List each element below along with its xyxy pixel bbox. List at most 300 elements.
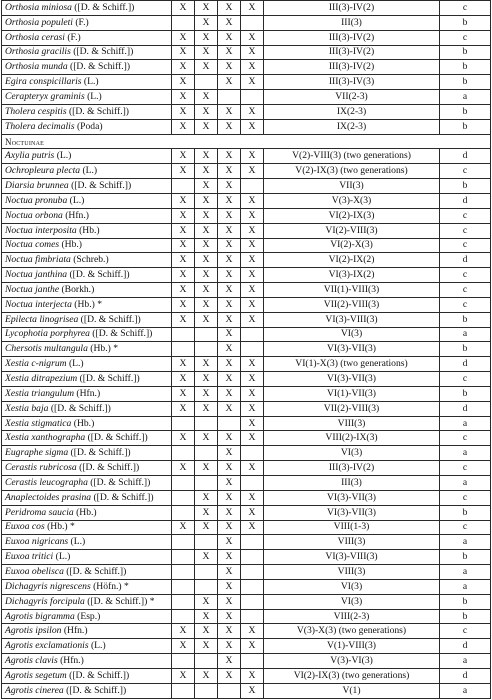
presence-cell-2: X	[195, 594, 218, 609]
table-row	[2, 193, 491, 208]
presence-cell-3: X	[218, 238, 241, 253]
species-name: Lycophotia porphyrea	[5, 328, 90, 340]
presence-cell-4	[241, 535, 264, 550]
flight-period-cell: VI(2)-IX(3)	[264, 208, 440, 223]
species-author: ([D. & Schiff.])	[91, 491, 154, 503]
flight-period-cell: III(3)-IV(2)	[264, 461, 440, 476]
presence-cell-4: X	[241, 283, 264, 298]
presence-cell-3: X	[218, 639, 241, 654]
species-name: Xestia stigmatica	[5, 417, 72, 429]
abundance-cell: c	[440, 372, 491, 387]
species-author: ([D. & Schiff.])	[85, 432, 148, 444]
presence-cell-3: X	[218, 535, 241, 550]
flight-period-cell: V(2)-IX(3) (two generations)	[264, 164, 440, 179]
flight-period-cell: V(3)-X(3) (two generations)	[264, 624, 440, 639]
species-name: Xestia triangulum	[5, 387, 75, 399]
species-name: Dichagyris nigrescens	[5, 580, 91, 592]
presence-cell-2: X	[195, 119, 218, 134]
presence-cell-2: X	[195, 60, 218, 75]
presence-cell-1	[172, 609, 195, 624]
presence-cell-1: X	[172, 372, 195, 387]
species-cell	[2, 253, 172, 268]
presence-cell-4: X	[241, 253, 264, 268]
presence-cell-2: X	[195, 490, 218, 505]
presence-cell-3: X	[218, 431, 241, 446]
species-author: (L.)	[67, 194, 85, 206]
presence-cell-3: X	[218, 505, 241, 520]
presence-cell-2: X	[195, 401, 218, 416]
presence-cell-2: X	[195, 193, 218, 208]
presence-cell-3: X	[218, 594, 241, 609]
presence-cell-3: X	[218, 550, 241, 565]
species-author: (Poda)	[74, 120, 103, 132]
species-cell	[2, 639, 172, 654]
presence-cell-3	[218, 416, 241, 431]
presence-cell-2: X	[195, 431, 218, 446]
abundance-cell: b	[440, 386, 491, 401]
presence-cell-3: X	[218, 283, 241, 298]
species-cell	[2, 386, 172, 401]
species-cell	[2, 476, 172, 491]
presence-cell-2	[195, 476, 218, 491]
flight-period-cell: VI(3)-VIII(3)	[264, 550, 440, 565]
section-heading: Noctuinae	[2, 134, 491, 149]
species-name: Epilecta linogrisea	[5, 313, 79, 325]
table-row	[2, 431, 491, 446]
flight-period-cell: III(3)-IV(2)	[264, 60, 440, 75]
species-author: (Hfn.)	[62, 209, 89, 221]
flight-period-cell: III(3)-IV(2)	[264, 1, 440, 16]
table-row	[2, 446, 491, 461]
species-author: (Hb.) *	[44, 521, 75, 533]
species-name: Agrotis exclamationis	[5, 640, 89, 652]
species-cell	[2, 520, 172, 535]
presence-cell-4: X	[241, 490, 264, 505]
presence-cell-2: X	[195, 1, 218, 16]
species-cell	[2, 119, 172, 134]
species-cell	[2, 223, 172, 238]
presence-cell-4	[241, 579, 264, 594]
table-row	[2, 1, 491, 16]
species-name: Xestia ditrapezium	[5, 373, 78, 385]
species-author: (L.)	[68, 536, 86, 548]
abundance-cell: a	[440, 416, 491, 431]
species-author: ([D. & Schiff.])	[67, 61, 131, 73]
abundance-cell: a	[440, 327, 491, 342]
species-author: (Hb.)	[73, 506, 97, 518]
species-author: (L.)	[88, 640, 106, 652]
table-row	[2, 45, 491, 60]
presence-cell-4: X	[241, 238, 264, 253]
flight-period-cell: VII(2)-VIII(3)	[264, 297, 440, 312]
flight-period-cell: VI(2)-IX(2)	[264, 253, 440, 268]
presence-cell-2: X	[195, 357, 218, 372]
abundance-cell: c	[440, 283, 491, 298]
abundance-cell: b	[440, 342, 491, 357]
table-body	[2, 1, 491, 699]
species-name: Diarsia brunnea	[5, 180, 69, 192]
presence-cell-2	[195, 654, 218, 669]
flight-period-cell: III(3)	[264, 476, 440, 491]
species-name: Dichagyris forcipula	[5, 595, 85, 607]
presence-cell-2	[195, 327, 218, 342]
table-row	[2, 372, 491, 387]
presence-cell-3: X	[218, 253, 241, 268]
flight-period-cell: III(3)-IV(2)	[264, 30, 440, 45]
species-name: Chersotis multangula	[5, 343, 88, 355]
species-name: Agrotis ipsilon	[5, 625, 62, 637]
presence-cell-2: X	[195, 104, 218, 119]
species-name: Noctua interposita	[5, 224, 77, 236]
abundance-cell: b	[440, 609, 491, 624]
abundance-cell: b	[440, 312, 491, 327]
species-cell	[2, 461, 172, 476]
presence-cell-1: X	[172, 639, 195, 654]
presence-cell-1	[172, 535, 195, 550]
presence-cell-3: X	[218, 327, 241, 342]
table-row	[2, 90, 491, 105]
table-row	[2, 461, 491, 476]
presence-cell-4: X	[241, 461, 264, 476]
abundance-cell: c	[440, 268, 491, 283]
presence-cell-2	[195, 535, 218, 550]
presence-cell-1: X	[172, 357, 195, 372]
presence-cell-2: X	[195, 520, 218, 535]
presence-cell-2: X	[195, 30, 218, 45]
table-row	[2, 401, 491, 416]
table-row	[2, 149, 491, 164]
presence-cell-4: X	[241, 164, 264, 179]
species-name: Xestia c-nigrum	[5, 358, 67, 370]
table-row	[2, 327, 491, 342]
abundance-cell: b	[440, 45, 491, 60]
species-author: ([D. & Schiff.])	[63, 565, 127, 577]
species-author: ([D. & Schiff.])	[78, 313, 141, 325]
table-row	[2, 683, 491, 698]
presence-cell-1: X	[172, 253, 195, 268]
presence-cell-2: X	[195, 639, 218, 654]
presence-cell-3: X	[218, 401, 241, 416]
species-name: Euxoa obelisca	[5, 565, 64, 577]
presence-cell-3: X	[218, 223, 241, 238]
presence-cell-3: X	[218, 668, 241, 683]
species-cell	[2, 490, 172, 505]
species-cell	[2, 565, 172, 580]
flight-period-cell: VI(2)-IX(3) (two generations)	[264, 668, 440, 683]
abundance-cell: c	[440, 238, 491, 253]
species-author: ([D. & Schiff.])	[48, 402, 111, 414]
species-name: Axylia putris	[5, 150, 55, 162]
abundance-cell: a	[440, 90, 491, 105]
species-name: Orthosia populeti	[5, 16, 73, 28]
presence-cell-4: X	[241, 505, 264, 520]
presence-cell-3	[218, 683, 241, 698]
presence-cell-4: X	[241, 520, 264, 535]
species-name: Noctua janthina	[5, 269, 68, 281]
flight-period-cell: VI(3)	[264, 594, 440, 609]
presence-cell-3: X	[218, 609, 241, 624]
species-name: Orthosia cerasi	[5, 31, 65, 43]
presence-cell-2: X	[195, 179, 218, 194]
species-author: ([D. & Schiff.])	[68, 447, 131, 459]
presence-cell-2: X	[195, 223, 218, 238]
species-name: Orthosia miniosa	[5, 1, 72, 13]
species-cell	[2, 104, 172, 119]
table-row	[2, 609, 491, 624]
flight-period-cell: IX(2-3)	[264, 119, 440, 134]
table-row	[2, 15, 491, 30]
species-name: Cerapteryx graminis	[5, 90, 85, 102]
species-cell	[2, 283, 172, 298]
presence-cell-3: X	[218, 193, 241, 208]
presence-cell-1	[172, 505, 195, 520]
presence-cell-1: X	[172, 164, 195, 179]
presence-cell-3: X	[218, 1, 241, 16]
species-author: ([D. & Schiff.])	[87, 476, 151, 488]
species-author: (Hb.)	[59, 239, 83, 251]
species-cell	[2, 683, 172, 698]
presence-cell-2	[195, 565, 218, 580]
presence-cell-1: X	[172, 401, 195, 416]
flight-period-cell: III(3)	[264, 15, 440, 30]
species-author: ([D. & Schiff.])	[66, 669, 130, 681]
abundance-cell: d	[440, 357, 491, 372]
species-cell	[2, 297, 172, 312]
presence-cell-3: X	[218, 357, 241, 372]
presence-cell-4: X	[241, 149, 264, 164]
abundance-cell: c	[440, 1, 491, 16]
species-author: (L.)	[53, 551, 71, 563]
species-name: Cerastis rubricosa	[5, 462, 77, 474]
presence-cell-3: X	[218, 372, 241, 387]
abundance-cell: d	[440, 401, 491, 416]
abundance-cell: c	[440, 164, 491, 179]
species-name: Eugraphe sigma	[5, 447, 69, 459]
presence-cell-2: X	[195, 164, 218, 179]
presence-cell-2: X	[195, 45, 218, 60]
presence-cell-2: X	[195, 268, 218, 283]
species-table	[1, 0, 491, 699]
presence-cell-1	[172, 342, 195, 357]
flight-period-cell: V(3)-VI(3)	[264, 654, 440, 669]
presence-cell-4: X	[241, 372, 264, 387]
species-name: Tholera cespitis	[5, 105, 67, 117]
table-row	[2, 624, 491, 639]
presence-cell-1: X	[172, 45, 195, 60]
presence-cell-1: X	[172, 520, 195, 535]
table-row	[2, 565, 491, 580]
table-row	[2, 283, 491, 298]
species-name: Noctua interjecta	[5, 298, 72, 310]
presence-cell-1: X	[172, 104, 195, 119]
presence-cell-1: X	[172, 90, 195, 105]
table-row	[2, 594, 491, 609]
species-cell	[2, 15, 172, 30]
species-author: ([D. & Schiff.])	[71, 1, 135, 13]
species-author: (L.)	[81, 76, 99, 88]
table-row	[2, 30, 491, 45]
presence-cell-1: X	[172, 60, 195, 75]
presence-cell-4: X	[241, 416, 264, 431]
presence-cell-3: X	[218, 624, 241, 639]
species-cell	[2, 208, 172, 223]
flight-period-cell: VI(2)-VIII(3)	[264, 223, 440, 238]
species-name: Orthosia gracilis	[5, 46, 71, 58]
presence-cell-1	[172, 579, 195, 594]
flight-period-cell: VII(3)	[264, 179, 440, 194]
species-cell	[2, 594, 172, 609]
flight-period-cell: VI(3)	[264, 327, 440, 342]
abundance-cell: b	[440, 550, 491, 565]
presence-cell-2: X	[195, 90, 218, 105]
presence-cell-2: X	[195, 624, 218, 639]
presence-cell-3: X	[218, 30, 241, 45]
species-cell	[2, 238, 172, 253]
presence-cell-3: X	[218, 119, 241, 134]
species-author: ([D. & Schiff.])	[76, 462, 140, 474]
presence-cell-2	[195, 75, 218, 90]
species-name: Agrotis cinerea	[5, 684, 64, 696]
presence-cell-2	[195, 683, 218, 698]
presence-cell-4	[241, 476, 264, 491]
presence-cell-3: X	[218, 461, 241, 476]
species-cell	[2, 75, 172, 90]
abundance-cell: a	[440, 654, 491, 669]
species-name: Agrotis clavis	[5, 655, 58, 667]
table-row	[2, 342, 491, 357]
species-author: (Hfn.)	[57, 655, 84, 667]
species-author: (Hb.) *	[71, 298, 102, 310]
species-cell	[2, 401, 172, 416]
table-row	[2, 60, 491, 75]
abundance-cell: c	[440, 490, 491, 505]
presence-cell-1: X	[172, 208, 195, 223]
presence-cell-1: X	[172, 75, 195, 90]
table-row	[2, 119, 491, 134]
species-cell	[2, 342, 172, 357]
presence-cell-3: X	[218, 268, 241, 283]
flight-period-cell: VIII(3)	[264, 535, 440, 550]
presence-cell-4: X	[241, 683, 264, 698]
table-row	[2, 268, 491, 283]
species-author: (Hb.)	[76, 224, 100, 236]
presence-cell-4: X	[241, 268, 264, 283]
presence-cell-1: X	[172, 1, 195, 16]
species-author: (Hb.) *	[87, 343, 118, 355]
presence-cell-2: X	[195, 253, 218, 268]
abundance-cell: d	[440, 193, 491, 208]
table-row	[2, 654, 491, 669]
flight-period-cell: VII(1)-VIII(3)	[264, 283, 440, 298]
abundance-cell: a	[440, 683, 491, 698]
species-name: Ochropleura plecta	[5, 165, 81, 177]
presence-cell-2: X	[195, 505, 218, 520]
presence-cell-1	[172, 416, 195, 431]
species-author: (F.)	[72, 16, 89, 28]
presence-cell-2: X	[195, 312, 218, 327]
abundance-cell: b	[440, 75, 491, 90]
species-name: Xestia baja	[5, 402, 49, 414]
presence-cell-2: X	[195, 297, 218, 312]
species-author: ([D. & Schiff.])	[67, 269, 130, 281]
table-row	[2, 520, 491, 535]
presence-cell-4: X	[241, 624, 264, 639]
presence-cell-4	[241, 609, 264, 624]
presence-cell-4: X	[241, 312, 264, 327]
abundance-cell: c	[440, 624, 491, 639]
species-name: Noctua fimbriata	[5, 254, 71, 266]
table-row	[2, 208, 491, 223]
species-cell	[2, 624, 172, 639]
presence-cell-1	[172, 550, 195, 565]
table-row	[2, 312, 491, 327]
abundance-cell: a	[440, 535, 491, 550]
presence-cell-1: X	[172, 312, 195, 327]
presence-cell-2	[195, 446, 218, 461]
presence-cell-1: X	[172, 297, 195, 312]
presence-cell-2: X	[195, 15, 218, 30]
abundance-cell: d	[440, 668, 491, 683]
presence-cell-1: X	[172, 283, 195, 298]
presence-cell-3: X	[218, 149, 241, 164]
presence-cell-3: X	[218, 654, 241, 669]
flight-period-cell: VII(2)-VIII(3)	[264, 401, 440, 416]
species-cell	[2, 668, 172, 683]
presence-cell-3: X	[218, 15, 241, 30]
presence-cell-3: X	[218, 565, 241, 580]
abundance-cell: c	[440, 520, 491, 535]
species-cell	[2, 193, 172, 208]
presence-cell-4	[241, 327, 264, 342]
species-author: (Esp.)	[74, 610, 101, 622]
presence-cell-2	[195, 579, 218, 594]
species-cell	[2, 579, 172, 594]
flight-period-cell: VI(3)-VII(3)	[264, 490, 440, 505]
table-row	[2, 579, 491, 594]
abundance-cell: a	[440, 565, 491, 580]
presence-cell-2: X	[195, 283, 218, 298]
presence-cell-1: X	[172, 461, 195, 476]
table-row	[2, 505, 491, 520]
presence-cell-1: X	[172, 624, 195, 639]
species-name: Orthosia munda	[5, 61, 68, 73]
flight-period-cell: VI(1)-VII(3)	[264, 386, 440, 401]
abundance-cell: c	[440, 431, 491, 446]
species-author: ([D. & Schiff.]) *	[84, 595, 155, 607]
flight-period-cell: VII(2-3)	[264, 90, 440, 105]
presence-cell-4	[241, 90, 264, 105]
presence-cell-2: X	[195, 372, 218, 387]
flight-period-cell: III(3)-IV(3)	[264, 75, 440, 90]
flight-period-cell: VI(3)-VII(3)	[264, 372, 440, 387]
species-author: (Hfn.)	[74, 387, 101, 399]
presence-cell-1: X	[172, 238, 195, 253]
flight-period-cell: V(2)-VIII(3) (two generations)	[264, 149, 440, 164]
presence-cell-3: X	[218, 60, 241, 75]
presence-cell-4: X	[241, 119, 264, 134]
flight-period-cell: VIII(3)	[264, 416, 440, 431]
flight-period-cell: VIII(3)	[264, 565, 440, 580]
presence-cell-4: X	[241, 639, 264, 654]
presence-cell-1: X	[172, 268, 195, 283]
abundance-cell: d	[440, 253, 491, 268]
abundance-cell: b	[440, 15, 491, 30]
abundance-cell: b	[440, 594, 491, 609]
flight-period-cell: VI(3)	[264, 579, 440, 594]
presence-cell-4: X	[241, 60, 264, 75]
presence-cell-4: X	[241, 357, 264, 372]
species-cell	[2, 1, 172, 16]
